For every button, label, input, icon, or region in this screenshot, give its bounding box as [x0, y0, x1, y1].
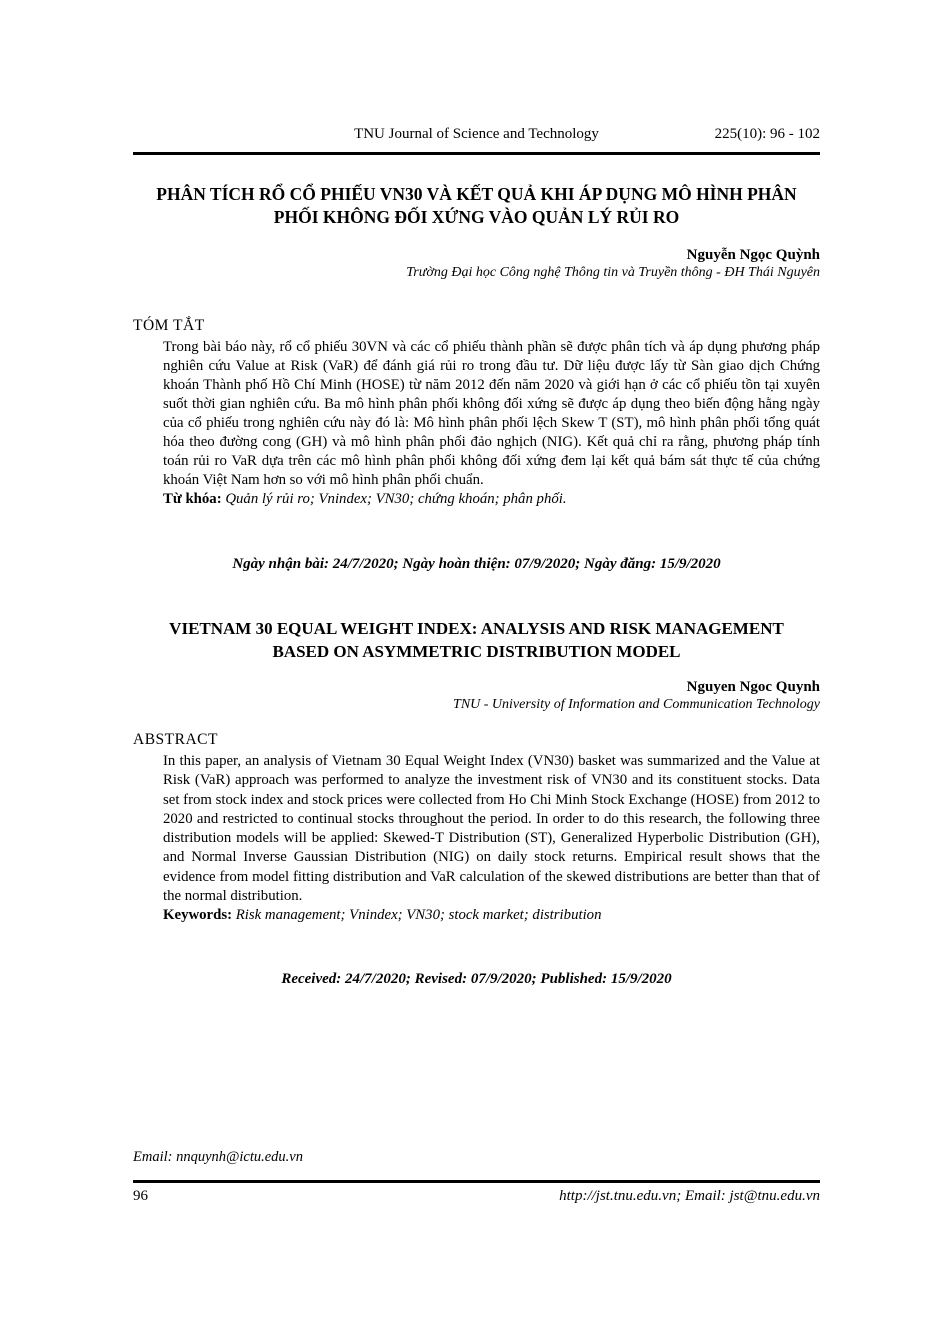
vietnamese-keywords-text: Quản lý rủi ro; Vnindex; VN30; chứng khoán; phân phối. — [225, 491, 567, 507]
page-number: 96 — [133, 1188, 148, 1204]
vietnamese-article-title: PHÂN TÍCH RỔ CỔ PHIẾU VN30 VÀ KẾT QUẢ KHI ÁP DỤNG MÔ HÌNH PHÂN PHỐI KHÔNG ĐỐI XỨNG VÀO QUẢN LÝ RỦI RO — [156, 184, 797, 227]
issue-info: 225(10): 96 - 102 — [714, 126, 820, 142]
vietnamese-author-block — [133, 246, 820, 281]
footer-rule — [133, 1180, 820, 1183]
vietnamese-keywords-line — [163, 490, 820, 509]
vietnamese-abstract-block — [163, 338, 820, 509]
vietnamese-keywords-label: Từ khóa: — [163, 491, 222, 507]
author-name-vn: Nguyễn Ngọc Quỳnh — [686, 247, 820, 263]
footer-journal-line: http://jst.tnu.edu.vn; Email: jst@tnu.edu.vn — [559, 1188, 820, 1204]
english-dates-line: Received: 24/7/2020; Revised: 07/9/2020; Published: 15/9/2020 — [281, 971, 672, 987]
vietnamese-abstract-heading: TÓM TẮT — [133, 317, 205, 334]
english-keywords-label: Keywords: — [163, 907, 233, 924]
english-abstract-text: In this paper, an analysis of Vietnam 30 Equal Weight Index (VN30) basket was summarized and the Value at Risk (VaR) approach was performed to analyze the investment risk of VN30 and its constituent stocks. Data set from stock index and stock prices were collected from Ho Chi Minh Stock Exchange (HOSE) from 2012 to 2020 and restricted to continual stocks throughout the period. In order to do this research, the following three distribution models will be applied: Skewed-T Distribution (ST), Generalized Hyperbolic Distribution (GH), and Normal Inverse Gaussian Distribution (NIG) on daily stock returns. Empirical result shows that the evidence from model fitting distribution and VaR calculation of the skewed distributions are better than that of the normal distribution. — [163, 753, 820, 905]
corresponding-email-line: Email: nnquynh@ictu.edu.vn — [133, 1149, 303, 1165]
english-abstract-block — [163, 752, 820, 926]
english-article-title: VIETNAM 30 EQUAL WEIGHT INDEX: ANALYSIS AND RISK MANAGEMENT BASED ON ASYMMETRIC DISTRIBUTION MODEL — [169, 619, 784, 661]
english-keywords-text: Risk management; Vnindex; VN30; stock market; distribution — [235, 907, 602, 924]
running-head — [133, 126, 820, 143]
author-affiliation-en: TNU - University of Information and Communication Technology — [453, 697, 820, 712]
journal-title: TNU Journal of Science and Technology — [354, 126, 599, 142]
vietnamese-abstract-text: Trong bài báo này, rổ cổ phiếu 30VN và các cổ phiếu thành phần sẽ được phân tích và áp dụng phương pháp nghiên cứu Value at Risk (VaR) để đánh giá rủi ro trong đầu tư. Dữ liệu được lấy từ Sàn giao dịch Chứng khoán Thành phố Hồ Chí Minh (HOSE) từ năm 2012 đến năm 2020 và giới hạn ở các cổ phiếu tồn tại xuyên suốt thời gian nghiên cứu. Ba mô hình phân phối không đối xứng sẽ được áp dụng theo biến động hằng ngày của cổ phiếu trong nghiên cứu này đó là: Mô hình phân phối lệch Skew T (ST), mô hình phân phối tổng quát hóa theo đường cong (GH) và mô hình phân phối đảo nghịch (NIG). Kết quả chỉ ra rằng, phương pháp tính toán rủi ro VaR dựa trên các mô hình phân phối không đối xứng đem lại kết quả bám sát thực tế của chứng khoán Việt Nam hơn so với mô hình phân phối chuẩn. — [163, 339, 820, 488]
page-footer — [133, 1188, 820, 1205]
english-abstract-heading: ABSTRACT — [133, 731, 218, 748]
author-affiliation-vn: Trường Đại học Công nghệ Thông tin và Truyền thông - ĐH Thái Nguyên — [406, 265, 820, 280]
english-author-block — [133, 678, 820, 713]
english-keywords-line — [163, 906, 820, 925]
author-name-en: Nguyen Ngoc Quynh — [686, 679, 820, 695]
vietnamese-dates-line: Ngày nhận bài: 24/7/2020; Ngày hoàn thiện: 07/9/2020; Ngày đăng: 15/9/2020 — [232, 556, 721, 572]
header-rule — [133, 152, 820, 155]
